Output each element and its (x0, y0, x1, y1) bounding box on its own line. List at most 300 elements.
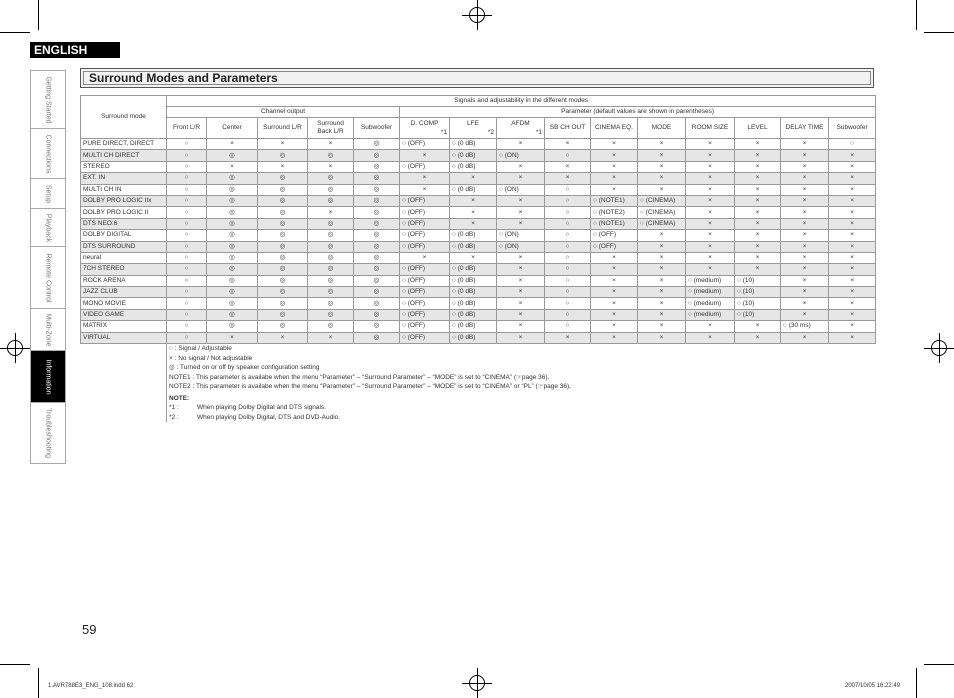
table-cell: ◎ (354, 195, 400, 206)
table-cell: ○ (0 dB) (450, 184, 497, 195)
table-cell: × (545, 332, 591, 343)
table-cell: ◎ (207, 207, 258, 218)
table-cell: ○ (167, 139, 207, 150)
table-cell: × (638, 184, 686, 195)
table-cell: × (545, 173, 591, 184)
table-cell: × (686, 241, 735, 252)
table-cell: × (450, 252, 497, 263)
channel-output-header: Channel output (167, 107, 400, 118)
table-cell: × (591, 264, 638, 275)
param-col-note: *1 (535, 129, 542, 136)
table-cell: ◎ (258, 184, 308, 195)
table-cell: ○ (167, 321, 207, 332)
table-cell: ○ (OFF) (400, 298, 450, 309)
param-col-header (781, 118, 829, 139)
surround-mode-name: 7CH STEREO (81, 264, 167, 275)
table-cell: ◎ (258, 298, 308, 309)
table-row (81, 241, 876, 252)
table-cell: ○ (545, 241, 591, 252)
surround-mode-name: DTS NEO:6 (81, 218, 167, 229)
table-cell: ◎ (207, 321, 258, 332)
surround-mode-name: MULTI CH DIRECT (81, 150, 167, 161)
side-tab-label: Playback (44, 213, 52, 242)
table-cell: ◎ (354, 332, 400, 343)
surround-mode-header: Surround mode (81, 96, 167, 139)
table-cell: × (735, 321, 781, 332)
surround-mode-name: MONO MOVIE (81, 298, 167, 309)
signals-header: Signals and adjustability in the different modes (167, 96, 876, 107)
table-cell: ◎ (354, 287, 400, 298)
table-cell: ◎ (258, 275, 308, 286)
table-cell: × (829, 321, 876, 332)
table-cell: ◎ (308, 275, 354, 286)
table-cell: × (829, 332, 876, 343)
side-tab-getting-started[interactable] (30, 70, 66, 128)
table-cell: × (497, 173, 545, 184)
note-title: NOTE: (169, 394, 190, 402)
param-col-header (450, 118, 497, 139)
table-cell: ◎ (207, 173, 258, 184)
table-cell: ○ (545, 195, 591, 206)
table-cell: ○ (829, 139, 876, 150)
table-cell: ◎ (354, 264, 400, 275)
section-title: Surround Modes and Parameters (89, 71, 278, 85)
table-cell: × (829, 287, 876, 298)
crop-mark (916, 0, 917, 30)
table-cell: ○ (ON) (497, 241, 545, 252)
table-cell: × (638, 252, 686, 263)
table-cell: ◎ (354, 218, 400, 229)
table-cell: × (735, 173, 781, 184)
table-cell: × (638, 309, 686, 320)
table-cell: ◎ (258, 309, 308, 320)
table-cell: ○ (medium) (686, 275, 735, 286)
surround-mode-name: VIDEO GAME (81, 309, 167, 320)
table-cell: × (829, 218, 876, 229)
table-cell: × (545, 139, 591, 150)
table-cell: × (400, 173, 450, 184)
table-cell: ○ (545, 287, 591, 298)
table-cell: × (497, 321, 545, 332)
table-cell: ◎ (207, 184, 258, 195)
table-cell: × (591, 139, 638, 150)
surround-parameters-table (80, 95, 876, 344)
table-cell: ○ (0 dB) (450, 241, 497, 252)
param-col-header (545, 118, 591, 139)
language-label: ENGLISH (30, 42, 120, 58)
table-cell: ◎ (308, 309, 354, 320)
table-cell: ○ (OFF) (400, 287, 450, 298)
table-cell: × (686, 195, 735, 206)
table-cell: × (591, 275, 638, 286)
table-cell: × (735, 161, 781, 172)
table-cell: × (258, 139, 308, 150)
table-cell: × (638, 150, 686, 161)
channel-col-header: Subwoofer (354, 118, 400, 139)
side-tab-playback[interactable] (30, 208, 66, 246)
table-cell: ◎ (308, 184, 354, 195)
table-cell: ○ (0 dB) (450, 321, 497, 332)
table-cell: ○ (NOTE2) (591, 207, 638, 218)
table-cell: ○ (167, 161, 207, 172)
table-cell: × (207, 332, 258, 343)
param-col-header (638, 118, 686, 139)
side-tab-label: Troubleshooting (44, 408, 52, 458)
table-cell: ◎ (207, 264, 258, 275)
table-cell: ◎ (308, 195, 354, 206)
side-tab-information[interactable] (30, 350, 66, 402)
table-cell: ○ (167, 309, 207, 320)
table-cell: ○ (167, 173, 207, 184)
table-cell: ◎ (258, 207, 308, 218)
table-cell: × (781, 184, 829, 195)
footnote-text: When playing Dolby Digital and DTS signals. (197, 404, 326, 411)
table-row (81, 332, 876, 343)
table-cell: ○ (0 dB) (450, 298, 497, 309)
table-cell: × (829, 298, 876, 309)
table-cell: ○ (10) (735, 309, 781, 320)
table-cell: × (686, 332, 735, 343)
table-cell: ◎ (354, 252, 400, 263)
table-cell: × (829, 207, 876, 218)
table-cell: × (781, 241, 829, 252)
table-cell: × (591, 252, 638, 263)
table-cell: × (638, 264, 686, 275)
table-cell: × (638, 321, 686, 332)
channel-col-header: Front L/R (167, 118, 207, 139)
surround-mode-name: PURE DIRECT, DIRECT (81, 139, 167, 150)
table-cell: ○ (OFF) (400, 332, 450, 343)
table-cell: × (591, 332, 638, 343)
table-cell: × (591, 150, 638, 161)
table-cell: ○ (ON) (497, 184, 545, 195)
table-cell: × (497, 298, 545, 309)
table-row (81, 207, 876, 218)
param-col-header (686, 118, 735, 139)
table-cell: × (450, 173, 497, 184)
table-cell: × (638, 275, 686, 286)
side-tab-connections[interactable] (30, 128, 66, 178)
table-cell: × (258, 161, 308, 172)
table-cell: × (638, 298, 686, 309)
table-cell: × (591, 287, 638, 298)
table-cell: ○ (OFF) (400, 161, 450, 172)
table-cell: × (207, 161, 258, 172)
table-cell: × (735, 150, 781, 161)
table-cell: ○ (167, 184, 207, 195)
side-tab-setup[interactable] (30, 178, 66, 208)
table-row (81, 195, 876, 206)
table-cell: ◎ (354, 309, 400, 320)
table-cell: × (638, 161, 686, 172)
table-cell: ○ (0 dB) (450, 230, 497, 241)
table-cell: × (781, 287, 829, 298)
table-cell: × (686, 218, 735, 229)
table-cell: ○ (545, 309, 591, 320)
table-cell: ◎ (258, 195, 308, 206)
table-cell: × (829, 173, 876, 184)
surround-mode-name: MULTI CH IN (81, 184, 167, 195)
table-cell: ○ (167, 195, 207, 206)
table-cell: × (781, 230, 829, 241)
legend-line: NOTE1 : This parameter is availabe when the menu “Parameter” – “Surround Parameter” – “MODE” is set to “CINEMA” (☞page 36). (169, 373, 550, 381)
table-cell: × (308, 332, 354, 343)
registration-mark (0, 333, 30, 363)
table-cell: ◎ (354, 161, 400, 172)
crop-mark (924, 32, 954, 33)
table-cell: × (450, 218, 497, 229)
parameter-header: Parameter (default values are shown in parentheses) (400, 107, 876, 118)
table-row (81, 184, 876, 195)
surround-mode-name: ROCK ARENA (81, 275, 167, 286)
table-cell: ○ (OFF) (400, 309, 450, 320)
table-cell: × (781, 332, 829, 343)
table-cell: × (829, 150, 876, 161)
table-cell: ○ (10) (735, 287, 781, 298)
table-cell: ◎ (308, 252, 354, 263)
table-cell: ○ (OFF) (400, 230, 450, 241)
param-col-label: AFDM (511, 120, 530, 127)
table-cell: × (450, 195, 497, 206)
table-cell: × (545, 161, 591, 172)
table-cell: ◎ (308, 287, 354, 298)
table-cell: ◎ (207, 230, 258, 241)
table-cell: ○ (NOTE1) (591, 218, 638, 229)
table-cell: × (497, 161, 545, 172)
table-cell: ○ (545, 252, 591, 263)
table-cell: ○ (OFF) (400, 218, 450, 229)
table-cell: ○ (30 ms) (781, 321, 829, 332)
registration-mark (462, 0, 492, 30)
channel-col-header: Center (207, 118, 258, 139)
table-cell: ○ (OFF) (400, 139, 450, 150)
table-cell: × (829, 309, 876, 320)
side-tab-troubleshooting[interactable] (30, 402, 66, 464)
table-cell: ◎ (207, 150, 258, 161)
table-cell: × (735, 139, 781, 150)
legend-line: ◎ : Turned on or off by speaker configuration setting (169, 364, 320, 371)
table-cell: ○ (545, 230, 591, 241)
table-row (81, 275, 876, 286)
table-cell: × (735, 218, 781, 229)
table-cell: ○ (OFF) (400, 264, 450, 275)
legend-line: × : No signal / Not adjustable (169, 354, 253, 362)
surround-mode-name: MATRIX (81, 321, 167, 332)
table-cell: × (829, 184, 876, 195)
table-cell: ○ (167, 241, 207, 252)
param-col-label: DELAY TIME (785, 124, 824, 131)
table-cell: ○ (OFF) (400, 275, 450, 286)
footnote-key: *2 : (169, 413, 179, 421)
table-cell: × (686, 207, 735, 218)
table-cell: ◎ (207, 241, 258, 252)
table-cell: × (829, 264, 876, 275)
crop-mark (916, 668, 917, 698)
table-cell: ○ (545, 321, 591, 332)
param-col-header (591, 118, 638, 139)
table-cell: × (686, 173, 735, 184)
table-cell: ◎ (207, 195, 258, 206)
table-cell: × (735, 184, 781, 195)
table-cell: ○ (0 dB) (450, 264, 497, 275)
table-cell: ○ (545, 264, 591, 275)
table-cell: ○ (medium) (686, 298, 735, 309)
table-cell: ○ (545, 218, 591, 229)
table-cell: ○ (167, 298, 207, 309)
table-cell: ◎ (354, 173, 400, 184)
table-cell: ○ (167, 150, 207, 161)
param-col-label: D. COMP (410, 120, 439, 127)
table-cell: × (735, 230, 781, 241)
surround-mode-name: DOLBY PRO LOGIC IIx (81, 195, 167, 206)
side-tab-label: Getting Started (44, 75, 52, 124)
param-col-label: Subwoofer (836, 124, 868, 131)
side-tab-remote-control[interactable] (30, 246, 66, 308)
table-cell: ○ (0 dB) (450, 139, 497, 150)
footer-file-info: 1.AVR788E3_ENG_108.indd 62 (48, 683, 134, 689)
table-cell: ◎ (308, 298, 354, 309)
table-cell: × (400, 150, 450, 161)
table-cell: ○ (OFF) (400, 207, 450, 218)
crop-mark (38, 0, 39, 30)
table-cell: × (735, 332, 781, 343)
table-cell: ○ (10) (735, 298, 781, 309)
table-cell: × (829, 275, 876, 286)
table-row (81, 173, 876, 184)
table-cell: ○ (0 dB) (450, 287, 497, 298)
table-cell: × (497, 195, 545, 206)
table-cell: ◎ (258, 252, 308, 263)
table-cell: ○ (OFF) (591, 241, 638, 252)
table-cell: ○ (167, 332, 207, 343)
table-cell: × (400, 252, 450, 263)
table-cell: ○ (10) (735, 275, 781, 286)
registration-mark (924, 333, 954, 363)
table-cell: × (638, 230, 686, 241)
table-cell: × (591, 309, 638, 320)
table-cell: × (781, 252, 829, 263)
table-cell: ○ (0 dB) (450, 161, 497, 172)
table-cell: × (829, 241, 876, 252)
table-row (81, 309, 876, 320)
table-cell: × (735, 264, 781, 275)
table-cell: ○ (CINEMA) (638, 218, 686, 229)
table-cell: × (735, 252, 781, 263)
side-tab-label: Information (44, 358, 52, 395)
table-row (81, 230, 876, 241)
side-tab-multi-zone[interactable] (30, 308, 66, 350)
param-col-label: CINEMA EQ. (595, 124, 633, 131)
table-cell: ◎ (258, 321, 308, 332)
table-cell: × (735, 207, 781, 218)
table-cell: ○ (167, 287, 207, 298)
table-cell: × (591, 321, 638, 332)
param-col-header (829, 118, 876, 139)
param-col-label: SB CH OUT (549, 124, 586, 131)
param-col-header (735, 118, 781, 139)
table-cell: ◎ (354, 321, 400, 332)
table-cell: ◎ (354, 275, 400, 286)
surround-mode-name: JAZZ CLUB (81, 287, 167, 298)
table-cell: ◎ (258, 150, 308, 161)
table-cell: × (686, 150, 735, 161)
surround-mode-name: DOLBY PRO LOGIC II (81, 207, 167, 218)
table-cell: × (497, 139, 545, 150)
table-cell: ○ (545, 207, 591, 218)
table-cell: ○ (167, 218, 207, 229)
table-cell: ○ (OFF) (400, 321, 450, 332)
footnote (169, 403, 571, 413)
table-cell: × (686, 161, 735, 172)
side-tab-label: Multi-Zone (44, 312, 52, 347)
table-cell: × (781, 150, 829, 161)
table-cell: × (829, 161, 876, 172)
table-cell: × (638, 241, 686, 252)
table-cell: ◎ (308, 264, 354, 275)
table-cell: ◎ (258, 241, 308, 252)
side-tab-label: Remote Control (44, 252, 52, 303)
table-cell: × (686, 252, 735, 263)
crop-mark (924, 664, 954, 665)
param-col-header (497, 118, 545, 139)
table-cell: ◎ (308, 230, 354, 241)
table-cell: ○ (CINEMA) (638, 207, 686, 218)
surround-mode-name: STEREO (81, 161, 167, 172)
table-cell: × (781, 173, 829, 184)
table-cell: × (400, 184, 450, 195)
table-row (81, 321, 876, 332)
channel-col-header: Surround L/R (258, 118, 308, 139)
table-cell: × (781, 264, 829, 275)
table-cell: × (638, 173, 686, 184)
footnote-text: When playing Dolby Digital, DTS and DVD-Audio. (197, 413, 341, 421)
table-cell: × (497, 275, 545, 286)
table-cell: × (735, 241, 781, 252)
table-cell: ◎ (207, 275, 258, 286)
legend-line: NOTE2 : This parameter is availabe when the menu “Parameter” – “Surround Parameter” – “MODE” is set to “CINEMA” or “PL” (☞page 36). (169, 383, 571, 390)
table-cell: ○ (CINEMA) (638, 195, 686, 206)
footer-timestamp: 2007/10/05 16:22:49 (845, 683, 901, 689)
crop-mark (0, 32, 30, 33)
param-col-label: LEVEL (747, 124, 768, 131)
table-cell: × (497, 207, 545, 218)
table-row (81, 218, 876, 229)
param-col-label: MODE (651, 124, 672, 131)
table-cell: ○ (167, 207, 207, 218)
side-tabs (30, 70, 66, 464)
table-cell: × (781, 139, 829, 150)
table-cell: ◎ (354, 298, 400, 309)
table-cell: × (781, 161, 829, 172)
side-tab-label: Setup (44, 184, 52, 203)
table-cell: ○ (NOTE1) (591, 195, 638, 206)
table-cell: ◎ (258, 287, 308, 298)
param-col-header (400, 118, 450, 139)
table-cell: ◎ (207, 287, 258, 298)
table-cell: × (829, 252, 876, 263)
table-cell: ◎ (308, 150, 354, 161)
table-cell: ◎ (354, 241, 400, 252)
legend-line: ○ : Signal / Adjustable (169, 345, 232, 352)
table-cell: × (735, 195, 781, 206)
table-cell: × (497, 309, 545, 320)
table-cell: ○ (0 dB) (450, 275, 497, 286)
table-row (81, 264, 876, 275)
side-tab-label: Connections (44, 134, 52, 173)
table-row (81, 298, 876, 309)
param-col-label: LFE (467, 120, 479, 127)
surround-mode-name: VIRTUAL (81, 332, 167, 343)
